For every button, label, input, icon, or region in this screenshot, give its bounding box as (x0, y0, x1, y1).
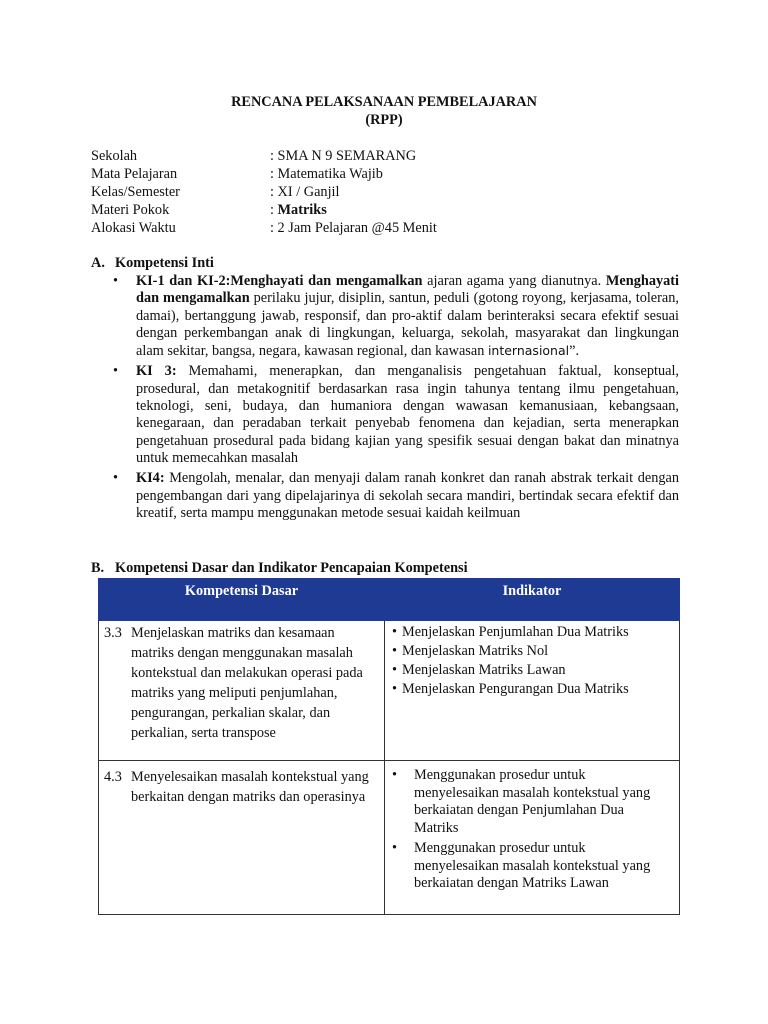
meta-row-alokasi-waktu (91, 219, 437, 237)
list-item: • Menggunakan prosedur untuk menyelesaikan masalah kontekstual yang berkaiatan dengan Penjumlahan Dua Matriks (392, 767, 672, 837)
ki-text: Memahami, menerapkan, dan menganalisis pengetahuan faktual, konseptual, prosedural, dan metakognitif berdasarkan rasa ingin tahunya tentang ilmu pengetahuan, teknologi, seni, budaya, dan humaniora dengan wawasan kemanusiaan, kebangsaan, kenegaraan, dan peradaban terkait penyebab fenomena dan kejadian, serta menerapkan pengetahuan prosedural pada bidang kajian yang spesifik sesuai dengan bakat dan minatnya untuk memecahkan masalah (136, 363, 679, 466)
meta-row-materi-pokok (91, 201, 437, 219)
meta-row-sekolah (91, 147, 437, 165)
document-subtitle: (RPP) (365, 112, 403, 128)
section-title: Kompetensi Inti (115, 255, 214, 271)
kd-description: Menjelaskan matriks dan kesamaan matriks dengan menggunakan masalah kontekstual dan melakukan operasi pada matriks yang meliputi penjumlahan, pengurangan, perkalian skalar, dan perkalian, serta transpose (131, 625, 363, 741)
ki-text: ajaran agama yang dianutnya. (422, 273, 606, 289)
ki-label: KI-1 dan KI-2:Menghayati dan mengamalkan (136, 273, 423, 289)
kd-number: 4.3 (104, 769, 122, 785)
bullet-icon: • (113, 363, 119, 380)
ki-text-end: ”. (569, 343, 580, 360)
list-item: • Menjelaskan Matriks Lawan (392, 661, 678, 680)
list-item: • Menjelaskan Penjumlahan Dua Matriks (392, 623, 678, 642)
identity-block (91, 147, 437, 237)
section-title: Kompetensi Dasar dan Indikator Pencapaian Kompetensi (115, 560, 468, 576)
ki-text: perilaku jujur, disiplin, santun, peduli (gotong royong, kerjasama, toleran, damai), bertanggung jawab, responsif, dan pro-aktif dalam berinteraksi secara efektif sesuai dengan perkembangan anak di lingkungan, keluarga, sekolah, masyarakat dan lingkungan alam sekitar, bangsa, negara, kawasan regional, dan kawasan (136, 290, 679, 360)
meta-value: : XI / Ganjil (270, 184, 340, 200)
column-header-indikator: Indikator (385, 579, 680, 621)
kd-number: 3.3 (104, 625, 122, 641)
list-item: • Menjelaskan Pengurangan Dua Matriks (392, 680, 678, 699)
table-row (99, 621, 680, 761)
list-item-ki3 (113, 363, 679, 467)
meta-row-mata-pelajaran (91, 165, 437, 183)
meta-value: Matriks (277, 202, 327, 218)
meta-label: Mata Pelajaran (91, 166, 178, 182)
meta-label: Materi Pokok (91, 202, 170, 218)
kompetensi-inti-list (113, 273, 679, 525)
meta-label: Alokasi Waktu (91, 220, 176, 236)
meta-value: : 2 Jam Pelajaran @45 Menit (270, 220, 437, 236)
meta-colon: : (270, 202, 278, 218)
ki-label: KI 3: (136, 363, 177, 380)
section-letter: B. (91, 560, 105, 576)
section-letter: A. (91, 255, 105, 271)
list-item-ki4 (113, 470, 679, 522)
meta-label: Kelas/Semester (91, 184, 180, 200)
document-title: RENCANA PELAKSANAAN PEMBELAJARAN (231, 94, 537, 110)
meta-label: Sekolah (91, 148, 138, 164)
kd-cell (99, 621, 385, 761)
bullet-icon: • (113, 273, 119, 289)
meta-row-kelas-semester (91, 183, 437, 201)
kd-cell (99, 761, 385, 915)
column-header-kompetensi-dasar: Kompetensi Dasar (99, 579, 385, 621)
meta-value: : SMA N 9 SEMARANG (270, 148, 417, 164)
meta-value: : Matematika Wajib (270, 166, 383, 182)
indikator-cell (385, 761, 680, 915)
ki-text-mono: internasional (487, 343, 570, 359)
ki-text: Mengolah, menalar, dan menyaji dalam ranah konkret dan ranah abstrak terkait dengan pengembangan dari yang dipelajarinya di sekolah secara mandiri, bertindak secara efektif dan kreatif, serta mampu menggunakan metode sesuai kaidah keilmuan (136, 470, 679, 521)
kd-description: Menyelesaikan masalah kontekstual yang berkaitan dengan matriks dan operasinya (131, 769, 369, 805)
list-item-ki1-ki2 (113, 273, 679, 360)
list-item: • Menggunakan prosedur untuk menyelesaikan masalah kontekstual yang berkaiatan dengan Matriks Lawan (392, 840, 672, 893)
bullet-icon: • (113, 470, 119, 487)
ki-label: KI4: (136, 470, 165, 487)
list-item: • Menjelaskan Matriks Nol (392, 642, 678, 661)
section-a-heading (91, 255, 214, 272)
kompetensi-dasar-table (98, 578, 680, 915)
indikator-cell (385, 621, 680, 761)
ki-emphasis: Menghayati dan mengamalkan (136, 273, 679, 307)
section-b-heading (91, 560, 468, 577)
table-row (99, 761, 680, 915)
